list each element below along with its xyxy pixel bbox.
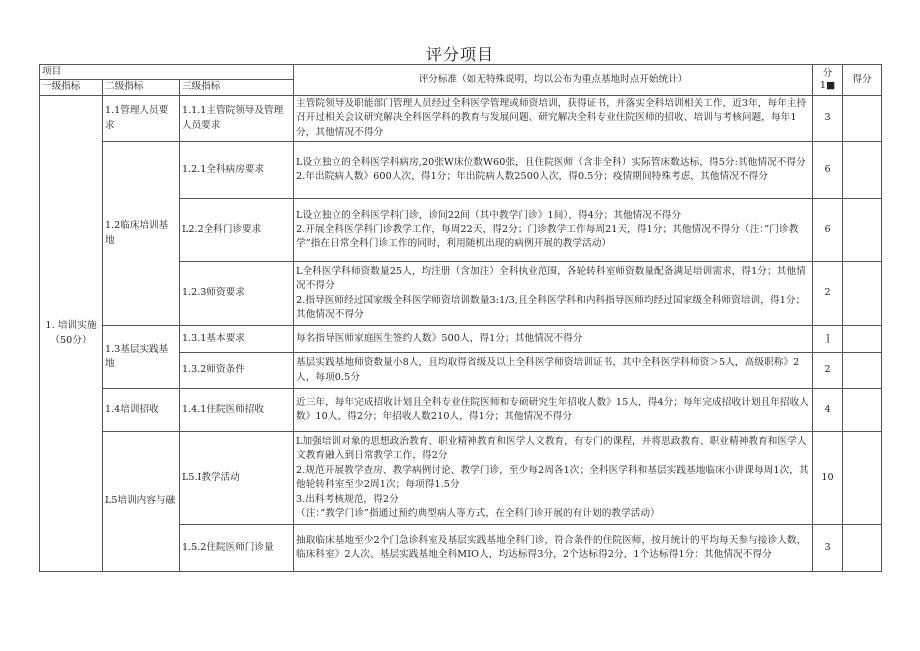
score-cell: 2 [813, 353, 843, 389]
level2-cell: 1.3基层实践基地 [103, 326, 180, 389]
level2-cell: L5培训内容与融 [103, 432, 180, 572]
table-row [40, 142, 882, 199]
score-cell: 3 [813, 95, 843, 141]
level3-cell: 1.5.2住院医师门诊量 [180, 525, 294, 572]
header-score: 分 1■ [813, 65, 843, 96]
got-cell [843, 525, 882, 572]
got-cell [843, 142, 882, 199]
standard-cell: 每名指导医师家庭医生签约人数》500人，得1分；其他情况不得分 [294, 326, 813, 353]
got-cell [843, 353, 882, 389]
got-cell [843, 95, 882, 141]
level3-cell: 1.1.1主管院领导及管理人员要求 [180, 95, 294, 141]
scoring-table [39, 64, 882, 572]
got-cell [843, 199, 882, 262]
level2-cell: 1.4培训招收 [103, 389, 180, 432]
standard-cell: 主管院领导及职能部门管理人员经过全科医学管理或师资培训，获得证书，并落实全科培训相关工作，近3年，每年主持召开过相关会议研究解决全科医学科的教育与发展问题、研究解决全科专业住院医师的招收、培训与考核问题，每年1分，其他情况不得分 [294, 95, 813, 141]
standard-cell: L设立独立的全科医学科病房,20张W床位数W60张，且住院医师（含非全科）实际管床数达标，得5分:其他情况不得分 2.年出院病人数》600人次，得1分；年出院病人数2500人次，得0.5分；疫情期间特殊考虑，其他情况不得分 [294, 142, 813, 199]
table-header-row [40, 65, 882, 80]
level3-cell: 1.2.3师资要求 [180, 262, 294, 326]
header-got: 得分 [843, 65, 882, 96]
page-title: 评分项目 [425, 45, 494, 64]
header-standard: 评分标准（如无特殊说明，均以公布为重点基地时点开始统计） [294, 65, 813, 96]
level3-cell: L5.I教学活动 [180, 432, 294, 525]
level3-cell: 1.3.1基本要求 [180, 326, 294, 353]
score-cell: 2 [813, 262, 843, 326]
level3-cell: 1.2.1全科病房要求 [180, 142, 294, 199]
got-cell [843, 432, 882, 525]
score-cell: 3 [813, 525, 843, 572]
standard-cell: 基层实践基地师资数量小8人，且均取得省级及以上全科医学师资培训证书，其中全科医学科师资＞5人，高级职称》2人，每项0.5分 [294, 353, 813, 389]
table-row [40, 95, 882, 141]
score-cell: ] [813, 326, 843, 353]
level2-cell: 1.1管理人员要求 [103, 95, 180, 141]
header-level3: 三级指标 [180, 80, 294, 95]
table-row [40, 326, 882, 353]
table-row [40, 389, 882, 432]
header-project: 项目 [40, 65, 294, 80]
score-cell: 10 [813, 432, 843, 525]
level1-cell: 1. 培训实施 （50分） [40, 95, 103, 571]
level3-cell: 1.3.2师资条件 [180, 353, 294, 389]
score-cell: 6 [813, 142, 843, 199]
standard-cell: L设立独立的全科医学科门诊，诊间22间（其中教学门诊》1间），得4分；其他情况不得分 2.开展全科医学科门诊教学工作，每周22天，得2分；门诊教学工作每周21天，得1分；其他情况不得分（注：”门诊教学”指在日常全科门诊工作的同时，利用随机出现的病例开展的教学活动） [294, 199, 813, 262]
standard-cell: L全科医学科师资数量25人，均注册（含加注）全科执业范围，各轮转科室师资数量配备满足培训需求，得1分；其他情况不得分 2.指导医师经过国家级全科医学师资培训数量3:1/3,且全科医学科和内科指导医师均经过国家级全科师资培训，得1分；其他情况不得分 [294, 262, 813, 326]
level3-cell: L2.2全科门诊要求 [180, 199, 294, 262]
level3-cell: 1.4.1住院医师招收 [180, 389, 294, 432]
standard-cell: 抽取临床基地至少2个门急诊科室及基层实践基地全科门诊，符合条件的住院医师，按月统计的平均每天参与接诊人数，临床科室》2人次、基层实践基地全科MIO人，均达标得3分，2个达标得2分，1个达标得1分：其他情况不得分 [294, 525, 813, 572]
level2-cell: 1.2临床培训基地 [103, 142, 180, 326]
got-cell [843, 326, 882, 353]
score-cell: 4 [813, 389, 843, 432]
header-level1: 一级指标 [40, 80, 103, 95]
got-cell [843, 389, 882, 432]
standard-cell: 近三年，每年完成招收计划且全科专业住院医师和专硕研究生年招收人数》15人，得4分；每年完成招收计划且年招收人数》10人，得2分；年招收人数210人，得1分；其他情况不得分 [294, 389, 813, 432]
got-cell [843, 262, 882, 326]
standard-cell: L加强培训对象的思想政治教育、职业精神教育和医学人文教育，有专门的课程，并将思政教育、职业精神教育和医学人文教育融入到日常教学工作，得2分 2.规范开展教学查房、教学病例讨论、教学门诊，至少每2周各1次；全科医学科和基层实践基地临床小讲课每周1次，其他轮转科室至少2周1次；每项得1.5分 3.出科考核规范，得2分 （注：”教学门诊”指通过预约典型病人等方式，在全科门诊开展的有计划的教学活动） [294, 432, 813, 525]
table-row [40, 432, 882, 525]
header-level2: 二级指标 [103, 80, 180, 95]
score-cell: 6 [813, 199, 843, 262]
